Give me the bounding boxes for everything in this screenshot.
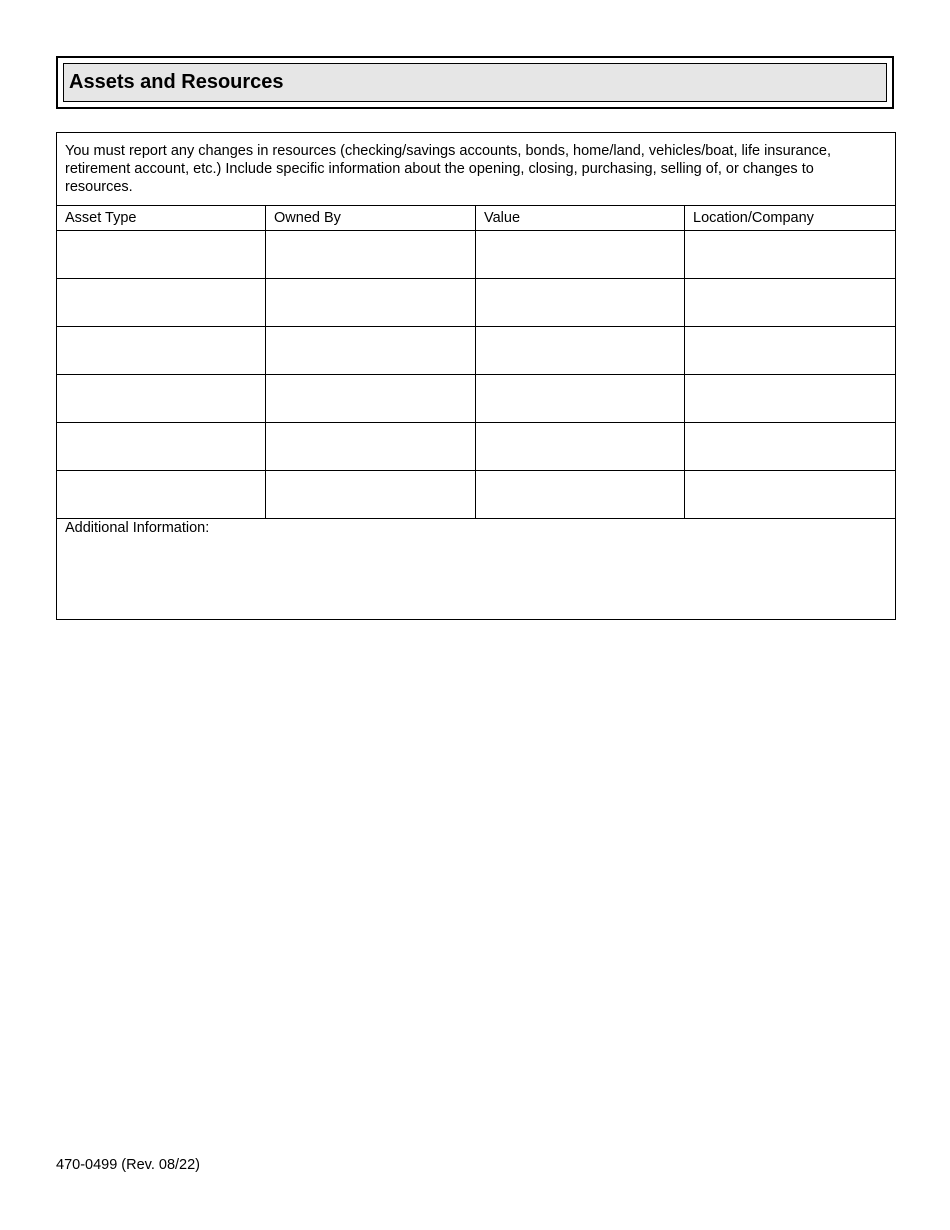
location-company-field[interactable]	[685, 231, 896, 279]
owned-by-field[interactable]	[266, 327, 476, 375]
section-header	[56, 56, 894, 109]
owned-by-field[interactable]	[266, 423, 476, 471]
value-field[interactable]	[476, 327, 685, 375]
table-row	[57, 279, 896, 327]
asset-type-field[interactable]	[57, 471, 266, 519]
column-header-value: Value	[476, 206, 685, 231]
owned-by-field[interactable]	[266, 471, 476, 519]
value-field[interactable]	[476, 375, 685, 423]
value-field[interactable]	[476, 423, 685, 471]
location-company-field[interactable]	[685, 471, 896, 519]
table-row	[57, 375, 896, 423]
location-company-field[interactable]	[685, 279, 896, 327]
section-title: Assets and Resources	[69, 71, 284, 93]
value-field[interactable]	[476, 471, 685, 519]
owned-by-field[interactable]	[266, 279, 476, 327]
assets-table	[56, 132, 896, 620]
additional-information-field[interactable]	[57, 519, 896, 620]
additional-information-label: Additional Information:	[65, 520, 210, 536]
asset-type-field[interactable]	[57, 327, 266, 375]
value-field[interactable]	[476, 231, 685, 279]
asset-type-field[interactable]	[57, 375, 266, 423]
location-company-field[interactable]	[685, 327, 896, 375]
asset-type-field[interactable]	[57, 231, 266, 279]
column-header-location-company: Location/Company	[685, 206, 896, 231]
location-company-field[interactable]	[685, 375, 896, 423]
instructions-cell	[57, 133, 896, 206]
asset-type-field[interactable]	[57, 423, 266, 471]
section-header-band	[63, 63, 887, 102]
table-row	[57, 231, 896, 279]
column-header-owned-by: Owned By	[266, 206, 476, 231]
asset-type-field[interactable]	[57, 279, 266, 327]
location-company-field[interactable]	[685, 423, 896, 471]
column-header-asset-type: Asset Type	[57, 206, 266, 231]
table-row	[57, 423, 896, 471]
table-row	[57, 327, 896, 375]
table-row	[57, 471, 896, 519]
instructions-text: You must report any changes in resources (checking/savings accounts, bonds, home/land, vehicles/boat, life insurance, retirement account, etc.) Include specific information about the opening, closing, purchasing, selling of, or changes to resources.	[65, 143, 831, 195]
column-header-row	[57, 206, 896, 231]
owned-by-field[interactable]	[266, 231, 476, 279]
owned-by-field[interactable]	[266, 375, 476, 423]
form-number: 470-0499 (Rev. 08/22)	[56, 1157, 201, 1173]
value-field[interactable]	[476, 279, 685, 327]
